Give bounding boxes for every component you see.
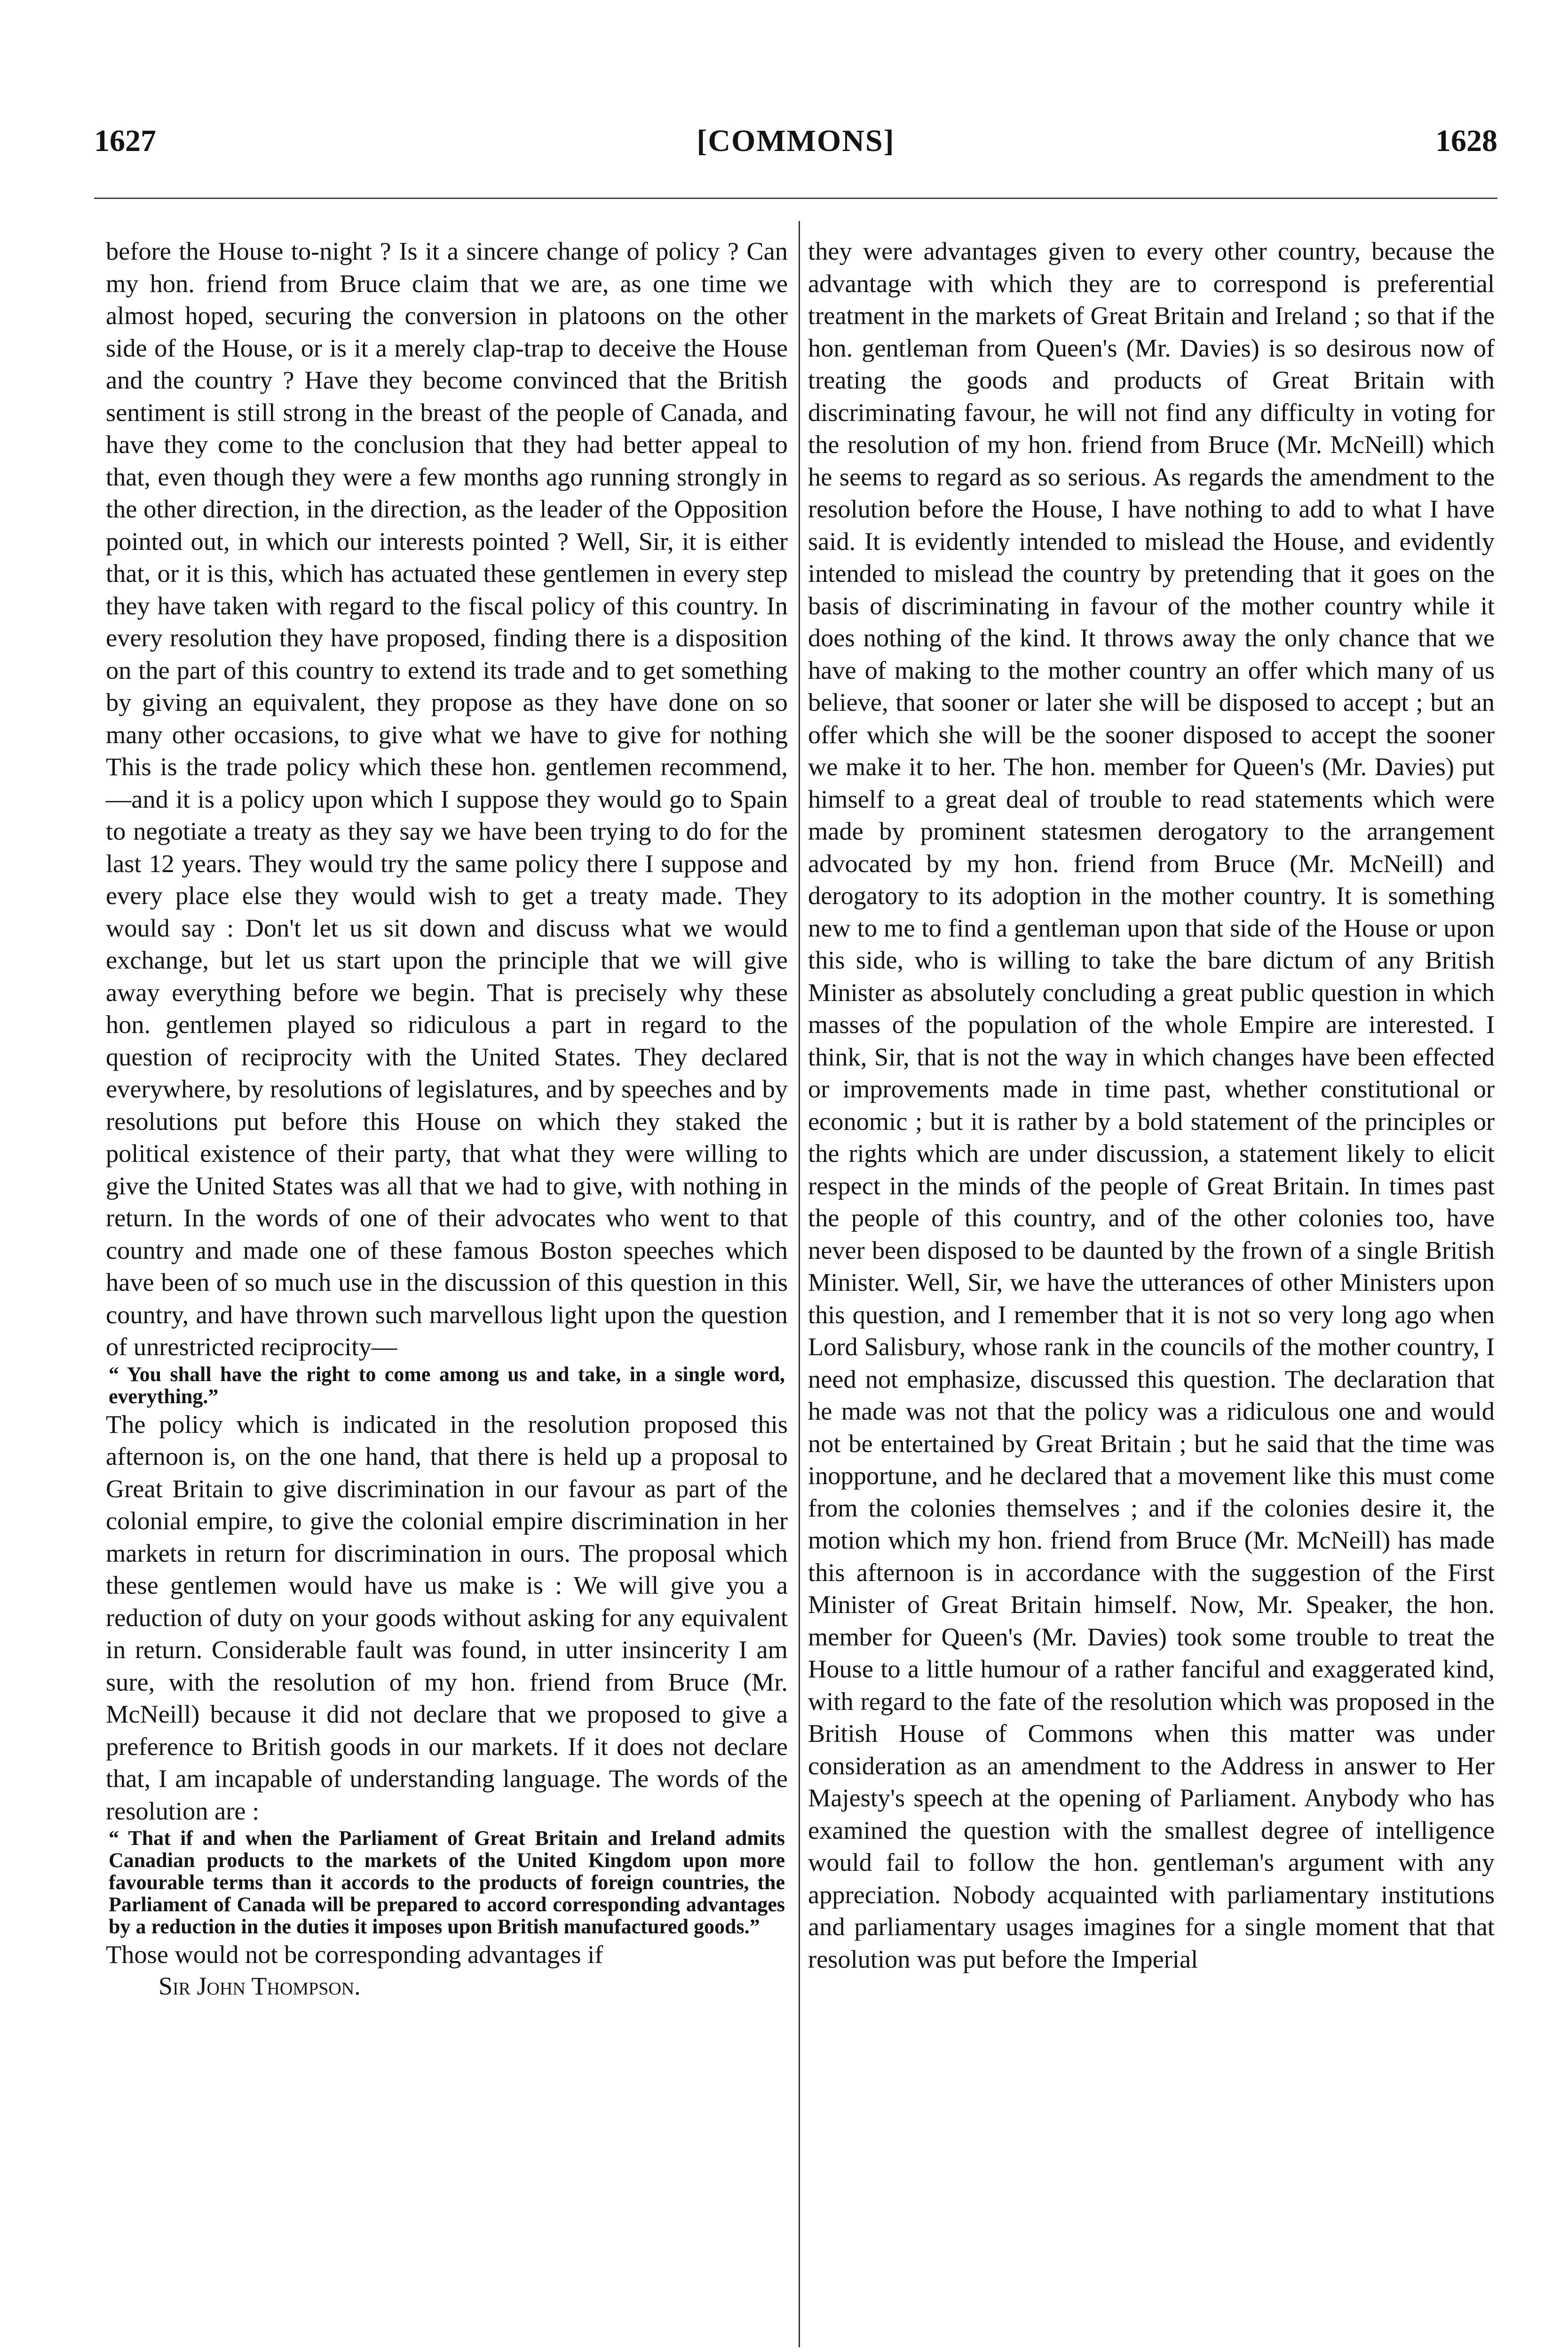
left-paragraph-1: before the House to-night ? Is it a sincere change of policy ? Can my hon. friend from Bruce claim that we are, as one time we almost hoped, securing the conversion in platoons on the other side of the House, or is it a merely clap-trap to deceive the House and the country ? Have they become convinced that the British sentiment is still strong in the breast of the people of Canada, and have they come to the conclusion that they had better appeal to that, even though they were a few months ago running strongly in the other direction, in the direction, as the leader of the Opposition pointed out, in which our interests pointed ? Well, Sir, it is either that, or it is this, which has actuated these gentlemen in every step they have taken with regard to the fiscal policy of this country. In every resolution they have proposed, finding there is a disposition on the part of this country to extend its trade and to get something by giving an equivalent, they propose as they have done on so many other occasions, to give what we have to give for nothing This is the trade policy which these hon. gentlemen recommend,—and it is a policy upon which I suppose they would go to Spain to negotiate a treaty as they say we have been trying to do for the last 12 years. They would try the same policy there I suppose and every place else they would wish to get a treaty made. They would say : Don't let us sit down and discuss what we would exchange, but let us start upon the principle that we will give away everything before we begin. That is precisely why these hon. gentlemen played so ridiculous a part in regard to the question of reciprocity with the United States. They declared everywhere, by resolutions of legislatures, and by speeches and by resolutions put before this House on which they staked the political existence of their party, that what they were willing to give the United States was all that we had to give, with nothing in return. In the words of one of their advocates who went to that country and made one of these famous Boston speeches which have been of so much use in the discussion of this question in this country, and have thrown such marvellous light upon the question of unrestricted reciprocity—	[106, 237, 788, 1361]
column-divider	[799, 221, 800, 2347]
left-page-number: 1627	[94, 124, 156, 158]
left-column	[106, 235, 788, 2001]
left-quote-1: “ You shall have the right to come among us and take, in a single word, everything.”	[109, 1362, 785, 1408]
header-rule	[94, 198, 1497, 199]
page-header	[94, 120, 1497, 162]
right-column	[808, 235, 1495, 1975]
left-paragraph-3: Those would not be corresponding advantages if	[106, 1940, 603, 1969]
resolution-quote: “ That if and when the Parliament of Great Britain and Ireland admits Canadian products to the markets of the United Kingdom upon more favourable terms than it accords to the products of foreign countries, the Parliament of Canada will be prepared to accord corresponding advantages by a reduction in the duties it imposes upon British manufactured goods.”	[109, 1827, 785, 1938]
right-page-number: 1628	[1435, 124, 1497, 158]
left-paragraph-2: The policy which is indicated in the resolution proposed this afternoon is, on the one hand, that there is held up a proposal to Great Britain to give discrimination in our favour as part of the colonial empire, to give the colonial empire discrimination in her markets in return for discrimination in ours. The proposal which these gentlemen would have us make is : We will give you a reduction of duty on your goods without asking for any equivalent in return. Considerable fault was found, in utter insincerity I am sure, with the resolution of my hon. friend from Bruce (Mr. McNeill) because it did not declare that we proposed to give a preference to British goods in our markets. If it does not declare that, I am incapable of understanding language. The words of the resolution are :	[106, 1410, 788, 1825]
speaker-name: Sir John Thompson.	[158, 1971, 361, 2000]
right-paragraph-1: they were advantages given to every other country, because the advantage with which they are to correspond is preferential treatment in the markets of Great Britain and Ireland ; so that if the hon. gentleman from Queen's (Mr. Davies) is so desirous now of treating the goods and products of Great Britain with discriminating favour, he will not find any difficulty in voting for the resolution of my hon. friend from Bruce (Mr. McNeill) which he seems to regard as so serious. As regards the amendment to the resolution before the House, I have nothing to add to what I have said. It is evidently intended to mislead the House, and evidently intended to mislead the country by pretending that it goes on the basis of discriminating in favour of the mother country while it does nothing of the kind. It throws away the only chance that we have of making to the mother country an offer which many of us believe, that sooner or later she will be disposed to accept ; but an offer which she will be the sooner disposed to accept the sooner we make it to her. The hon. member for Queen's (Mr. Davies) put himself to a great deal of trouble to read statements which were made by prominent statesmen derogatory to the arrangement advocated by my hon. friend from Bruce (Mr. McNeill) and derogatory to its adoption in the mother country. It is something new to me to find a gentleman upon that side of the House or upon this side, who is willing to take the bare dictum of any British Minister as absolutely concluding a great public question in which masses of the population of the whole Empire are interested. I think, Sir, that is not the way in which changes have been effected or improvements made in time past, whether constitutional or economic ; but it is rather by a bold statement of the principles or the rights which are under discussion, a statement likely to elicit respect in the minds of the people of Great Britain. In times past the people of this country, and of the other colonies too, have never been disposed to be daunted by the frown of a single British Minister. Well, Sir, we have the utterances of other Ministers upon this question, and I remember that it is not so very long ago when Lord Salisbury, whose rank in the councils of the mother country, I need not emphasize, discussed this question. The declaration that he made was not that the policy was a ridiculous one and would not be entertained by Great Britain ; but he said that the time was inopportune, and he declared that a movement like this must come from the colonies themselves ; and if the colonies desire it, the motion which my hon. friend from Bruce (Mr. McNeill) has made this afternoon is in accordance with the suggestion of the First Minister of Great Britain himself. Now, Mr. Speaker, the hon. member for Queen's (Mr. Davies) took some trouble to treat the House to a little humour of a rather fanciful and exaggerated kind, with regard to the fate of the resolution which was proposed in the British House of Commons when this matter was under consideration as an amendment to the Address in answer to Her Majesty's speech at the opening of Parliament. Anybody who has examined the question with the smallest degree of intelligence would fail to follow the hon. gentleman's argument with any appreciation. Nobody acquainted with parliamentary institutions and parliamentary usages imagines for a single moment that that resolution was put before the Imperial	[808, 237, 1495, 1973]
running-title: [COMMONS]	[697, 124, 895, 158]
